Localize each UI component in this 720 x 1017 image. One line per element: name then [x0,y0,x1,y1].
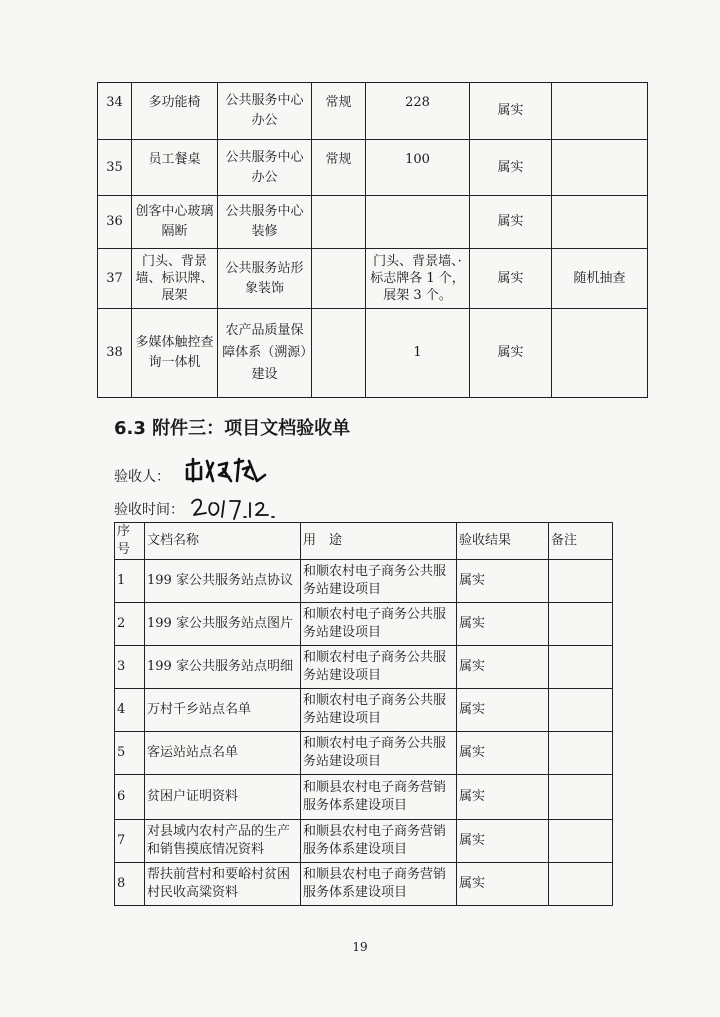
document-note [549,820,613,863]
document-acceptance-table [114,522,613,906]
column-header: 序号 [115,523,145,560]
document-result: 属实 [457,820,549,863]
document-result: 属实 [457,775,549,820]
table-row [98,83,648,140]
document-result: 属实 [457,863,549,906]
table-row [98,249,648,309]
item-use: 公共服务站形象装饰 [218,249,312,309]
item-result: 属实 [470,83,552,140]
section-title: 6.3 附件三：项目文档验收单 [114,418,351,439]
acceptor-signature [183,455,269,487]
item-quantity: 100 [366,140,470,196]
table-header-row [115,523,613,560]
document-use: 和顺县农村电子商务营销服务体系建设项目 [301,775,457,820]
document-result: 属实 [457,689,549,732]
row-number: 3 [115,646,145,689]
item-name: 多功能椅 [132,83,218,140]
row-number: 6 [115,775,145,820]
item-quantity: 门头、背景墙、·标志牌各 1 个，展架 3 个。 [366,249,470,309]
item-result: 属实 [470,249,552,309]
item-type [312,309,366,398]
item-type: 常规 [312,140,366,196]
item-type [312,196,366,249]
item-name: 门头、背景墙、标识牌、展架 [132,249,218,309]
document-use: 和顺农村电子商务公共服务站建设项目 [301,560,457,603]
row-number: 8 [115,863,145,906]
acceptor-label: 验收人： [114,469,170,485]
document-note [549,732,613,775]
item-use: 公共服务中心办公 [218,140,312,196]
page-number: 19 [352,940,368,954]
row-number: 36 [98,196,132,249]
item-result: 属实 [470,196,552,249]
item-use: 公共服务中心办公 [218,83,312,140]
table-row [115,603,613,646]
item-type [312,249,366,309]
document-use: 和顺县农村电子商务营销服务体系建设项目 [301,863,457,906]
column-header: 备注 [549,523,613,560]
item-result: 属实 [470,140,552,196]
document-use: 和顺农村电子商务公共服务站建设项目 [301,732,457,775]
table-row [115,732,613,775]
document-name: 199 家公共服务站点明细 [145,646,301,689]
document-use: 和顺县农村电子商务营销服务体系建设项目 [301,820,457,863]
row-number: 1 [115,560,145,603]
document-note [549,775,613,820]
document-result: 属实 [457,603,549,646]
document-use: 和顺农村电子商务公共服务站建设项目 [301,689,457,732]
accept-time-label: 验收时间： [114,502,184,518]
document-note [549,863,613,906]
table-row [98,140,648,196]
item-name: 员工餐桌 [132,140,218,196]
table-row [98,196,648,249]
column-header: 文档名称 [145,523,301,560]
row-number: 34 [98,83,132,140]
item-note [552,140,648,196]
row-number: 7 [115,820,145,863]
item-name: 多媒体触控查询一体机 [132,309,218,398]
item-name: 创客中心玻璃隔断 [132,196,218,249]
item-use: 农产品质量保障体系（溯源）建设 [218,309,312,398]
item-use: 公共服务中心装修 [218,196,312,249]
document-note [549,646,613,689]
row-number: 37 [98,249,132,309]
row-number: 35 [98,140,132,196]
item-type: 常规 [312,83,366,140]
document-use: 和顺农村电子商务公共服务站建设项目 [301,603,457,646]
row-number: 4 [115,689,145,732]
table-row [115,689,613,732]
item-result: 属实 [470,309,552,398]
document-name: 帮扶前营村和要峪村贫困村民收高粱资料 [145,863,301,906]
document-name: 贫困户证明资料 [145,775,301,820]
document-result: 属实 [457,646,549,689]
column-header: 用 途 [301,523,457,560]
table-row [115,646,613,689]
item-note [552,309,648,398]
document-note [549,560,613,603]
document-result: 属实 [457,560,549,603]
table-row [115,775,613,820]
document-name: 客运站站点名单 [145,732,301,775]
table-row [98,309,648,398]
document-name: 万村千乡站点名单 [145,689,301,732]
document-note [549,603,613,646]
document-note [549,689,613,732]
item-quantity: 1 [366,309,470,398]
table-row [115,560,613,603]
equipment-acceptance-table [97,82,648,398]
item-note: 随机抽查 [552,249,648,309]
item-note [552,196,648,249]
row-number: 38 [98,309,132,398]
table-row [115,863,613,906]
document-name: 199 家公共服务站点协议 [145,560,301,603]
document-result: 属实 [457,732,549,775]
row-number: 2 [115,603,145,646]
item-quantity [366,196,470,249]
document-name: 199 家公共服务站点图片 [145,603,301,646]
item-note [552,83,648,140]
table-row [115,820,613,863]
document-name: 对县域内农村产品的生产和销售摸底情况资料 [145,820,301,863]
row-number: 5 [115,732,145,775]
column-header: 验收结果 [457,523,549,560]
item-quantity: 228 [366,83,470,140]
accept-time-handwritten [190,493,280,523]
document-use: 和顺农村电子商务公共服务站建设项目 [301,646,457,689]
